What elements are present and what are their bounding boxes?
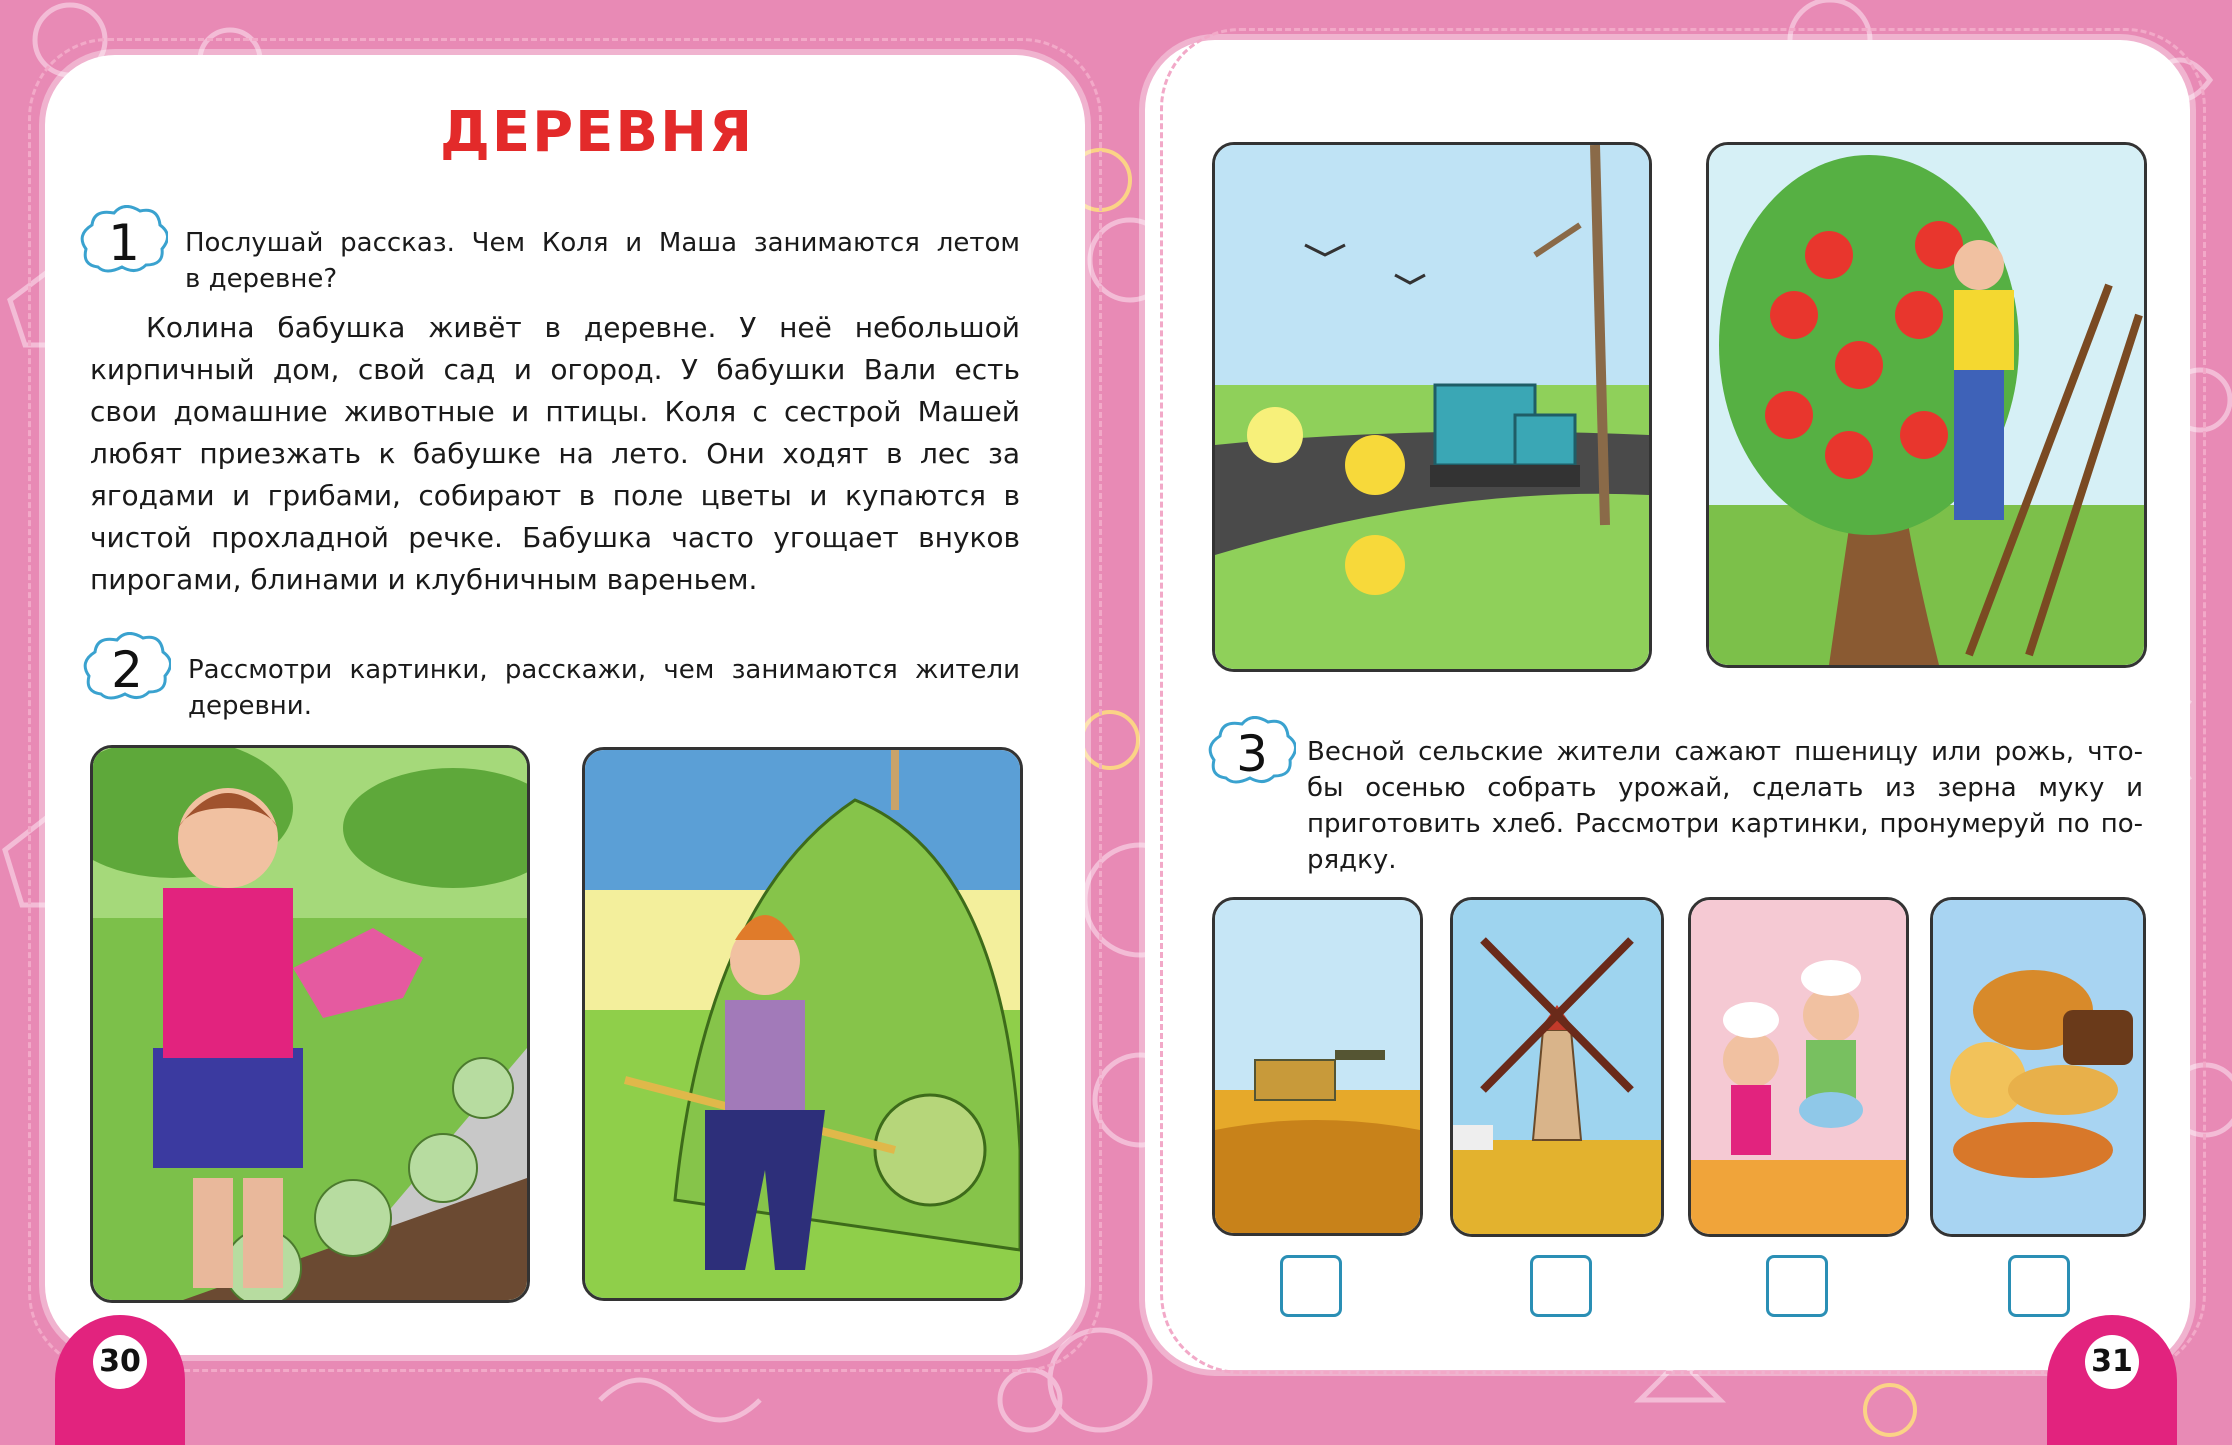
- illustration-boy-picking-apples: [1706, 142, 2147, 668]
- page-number-left: 30: [93, 1335, 147, 1389]
- task3-number-badge: [1208, 716, 1296, 792]
- task3-number: 3: [1236, 725, 1268, 783]
- story-line: Колина бабушка живёт в деревне. У неё небольшой: [146, 311, 1020, 344]
- task2-prompt-line: деревни.: [188, 691, 312, 721]
- illustration-windmill: [1450, 897, 1664, 1237]
- task2-number-badge: [83, 632, 171, 708]
- story-line: чистой прохладной речке. Бабушка часто угощает внуков: [90, 521, 1020, 554]
- page-title: ДЕРЕВНЯ: [440, 100, 755, 165]
- illustration-bread: [1930, 897, 2146, 1237]
- illustration-woman-watering: [90, 745, 530, 1303]
- task1-prompt-line: в деревне?: [185, 264, 338, 294]
- task3-prompt: [1307, 734, 2143, 878]
- task3-prompt-line: Весной сельские жители сажают пшеницу или рожь, что-: [1307, 737, 2143, 767]
- task2-prompt-line: Рассмотри картинки, расскажи, чем занимаются жители: [188, 655, 1020, 685]
- illustration-children-baking: [1688, 897, 1909, 1237]
- order-checkbox-1[interactable]: [1280, 1255, 1342, 1317]
- story-line: любят приезжать к бабушке на лето. Они ходят в лес за: [90, 437, 1020, 470]
- task1-prompt-line: Послушай рассказ. Чем Коля и Маша занимаются летом: [185, 228, 1020, 258]
- task1-story: [90, 307, 1020, 601]
- task3-prompt-line: рядку.: [1307, 845, 1397, 875]
- story-line: пирогами, блинами и клубничным вареньем.: [90, 563, 758, 596]
- task3-prompt-line: бы осенью собрать урожай, сделать из зерна муку и: [1307, 773, 2143, 803]
- illustration-man-raking-hay: [582, 747, 1023, 1301]
- story-line: кирпичный дом, свой сад и огород. У бабушки Вали есть: [90, 353, 1020, 386]
- order-checkbox-4[interactable]: [2008, 1255, 2070, 1317]
- illustration-combine-harvester: [1212, 897, 1423, 1236]
- task2-number: 2: [111, 641, 143, 699]
- task2-prompt: [188, 652, 1020, 724]
- task1-prompt: [185, 225, 1020, 297]
- story-line: ягодами и грибами, собирают в поле цветы и купаются в: [90, 479, 1020, 512]
- order-checkbox-3[interactable]: [1766, 1255, 1828, 1317]
- task1-number-badge: [80, 205, 168, 281]
- story-line: свои домашние животные и птицы. Коля с сестрой Машей: [90, 395, 1020, 428]
- page-number-right: 31: [2085, 1335, 2139, 1389]
- illustration-tractor-field: [1212, 142, 1652, 672]
- task1-number: 1: [108, 214, 140, 272]
- order-checkbox-2[interactable]: [1530, 1255, 1592, 1317]
- task3-prompt-line: приготовить хлеб. Рассмотри картинки, пронумеруй по по-: [1307, 809, 2143, 839]
